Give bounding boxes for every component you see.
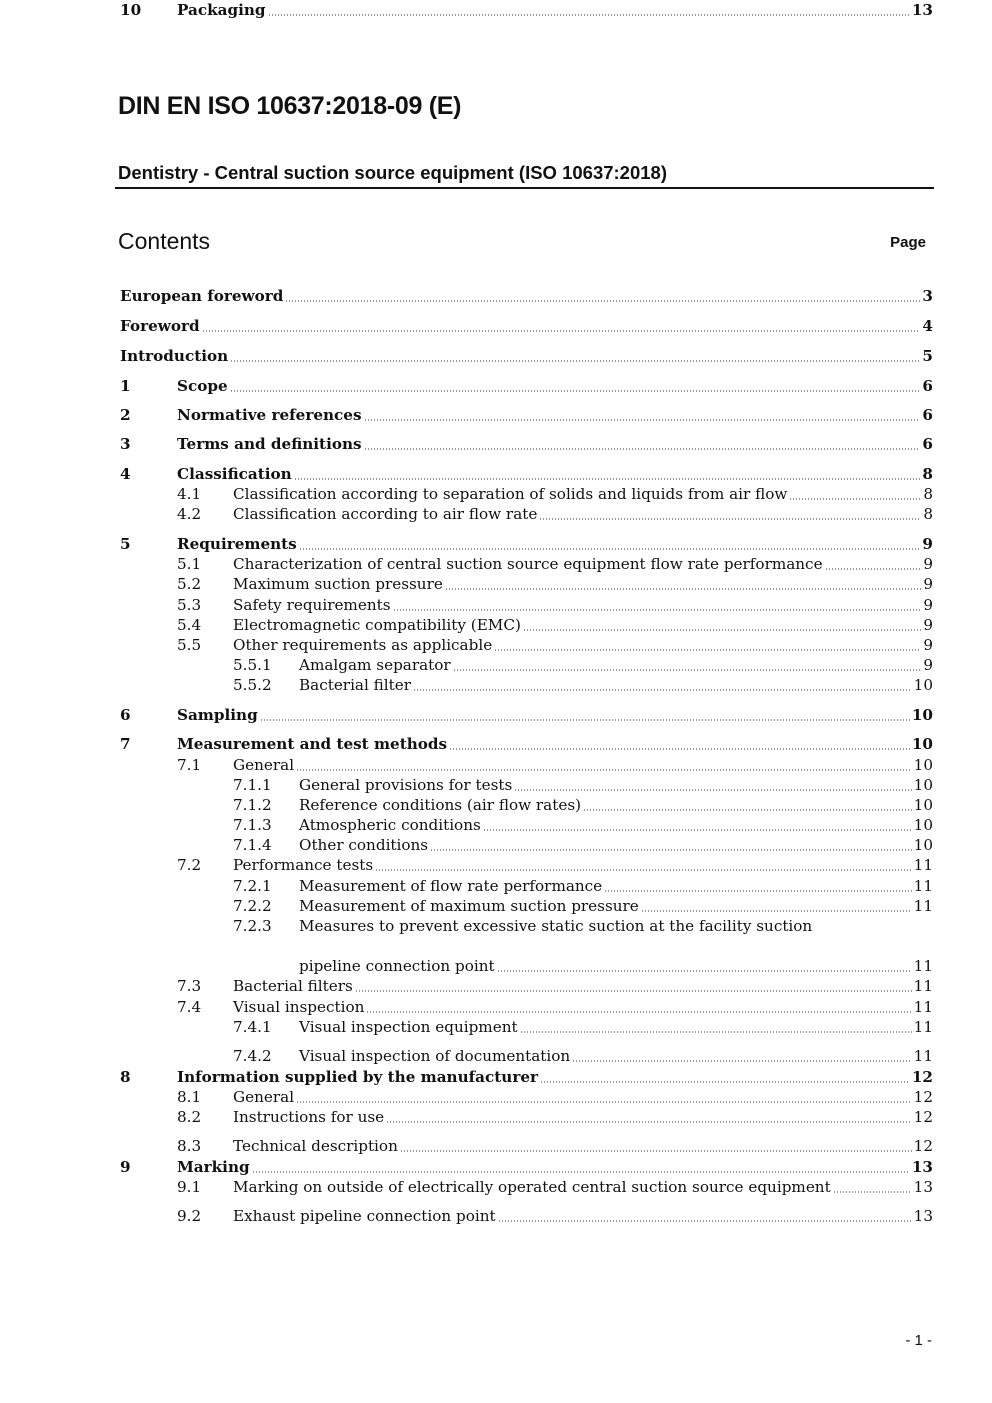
toc-entry-page: 11: [913, 977, 933, 995]
toc-entry-title: Packaging: [177, 1, 266, 19]
toc-entry-title: Instructions for use: [233, 1108, 385, 1126]
toc-entry-page: 10: [913, 796, 933, 814]
toc-entry-title: Atmospheric conditions: [299, 816, 481, 834]
toc-entry-page: 9: [923, 596, 933, 614]
leader-dots: [540, 1081, 910, 1083]
toc-entry-number: 5.4: [177, 616, 202, 634]
toc-entry[interactable]: [233, 1087, 933, 1109]
toc-entry-page: 11: [913, 897, 933, 915]
leader-dots: [400, 1150, 912, 1152]
toc-entry-page: 11: [913, 1018, 933, 1036]
toc-entry[interactable]: [177, 1067, 933, 1089]
toc-entry[interactable]: [120, 286, 933, 308]
toc-entry-number: 8.3: [177, 1137, 202, 1155]
leader-dots: [572, 1060, 911, 1062]
leader-dots: [355, 990, 912, 992]
toc-entry-page: 13: [913, 1207, 933, 1225]
toc-entry-page: 11: [913, 957, 933, 975]
toc-entry-page: 11: [913, 856, 933, 874]
toc-entry-title: Classification: [177, 465, 292, 483]
toc-entry-title: General: [233, 756, 295, 774]
toc-entry-page: 10: [913, 756, 933, 774]
toc-entry-title: Requirements: [177, 535, 297, 553]
toc-entry-title: Bacterial filter: [299, 676, 412, 694]
toc-entry-number: 1: [120, 377, 131, 395]
contents-heading: Contents: [118, 228, 211, 254]
toc-entry-number: 5.5: [177, 636, 202, 654]
leader-dots: [393, 609, 922, 611]
toc-entry-page: 13: [911, 1, 933, 19]
toc-entry[interactable]: [233, 635, 933, 657]
toc-entry[interactable]: [177, 1157, 933, 1179]
toc-entry-title: Introduction: [120, 347, 229, 365]
toc-entry-page: 3: [922, 287, 933, 305]
toc-entry-number: 5.3: [177, 596, 202, 614]
toc-entry[interactable]: [233, 615, 933, 637]
toc-entry[interactable]: [299, 1046, 933, 1068]
leader-dots: [641, 910, 912, 912]
leader-dots: [260, 719, 910, 721]
page-number-footer: - 1 -: [905, 1332, 932, 1349]
toc-entry-page: 11: [913, 877, 933, 895]
leader-dots: [494, 649, 921, 651]
leader-dots: [430, 849, 912, 851]
leader-dots: [453, 669, 922, 671]
toc-entry-number: 8.2: [177, 1108, 202, 1126]
toc-entry-title: Electromagnetic compatibility (EMC): [233, 616, 521, 634]
toc-entry-page: 9: [923, 636, 933, 654]
leader-dots: [366, 1011, 911, 1013]
toc-entry[interactable]: [299, 876, 933, 898]
toc-entry-title-line[interactable]: Measures to prevent excessive static suction at the facility suction: [299, 917, 813, 935]
toc-entry-number: 10: [120, 1, 142, 19]
toc-entry-page: 10: [913, 776, 933, 794]
toc-entry[interactable]: [233, 504, 933, 526]
toc-entry-page: 9: [922, 535, 933, 553]
toc-entry[interactable]: [233, 1206, 933, 1228]
toc-entry[interactable]: [299, 835, 933, 857]
toc-entry-number: 7.1.4: [233, 836, 272, 854]
toc-entry-page: 5: [922, 347, 933, 365]
leader-dots: [539, 518, 921, 520]
toc-entry-title: Visual inspection equipment: [299, 1018, 518, 1036]
toc-entry-number: 5.5.2: [233, 676, 272, 694]
toc-entry[interactable]: [233, 855, 933, 877]
toc-entry-page: 4: [922, 317, 933, 335]
leader-dots: [413, 689, 912, 691]
toc-entry-page: 11: [913, 1047, 933, 1065]
toc-entry-title: Scope: [177, 377, 228, 395]
toc-entry-page: 12: [911, 1068, 933, 1086]
toc-entry-number: 7.1.3: [233, 816, 272, 834]
toc-entry-title: General: [233, 1088, 295, 1106]
toc-entry[interactable]: [177, 734, 933, 756]
leader-dots: [364, 448, 921, 450]
toc-entry-number: 3: [120, 435, 131, 453]
toc-entry-title: Information supplied by the manufacturer: [177, 1068, 538, 1086]
toc-entry[interactable]: [233, 1107, 933, 1129]
leader-dots: [449, 748, 910, 750]
toc-entry-number: 7.1.2: [233, 796, 272, 814]
leader-dots: [268, 14, 910, 16]
toc-entry[interactable]: [299, 675, 933, 697]
toc-entry-page: 11: [913, 998, 933, 1016]
toc-entry-title: Classification according to separation of solids and liquids from air flow: [233, 485, 788, 503]
toc-entry-number: 5.2: [177, 575, 202, 593]
toc-entry[interactable]: [299, 815, 933, 837]
toc-entry-title: Measurement and test methods: [177, 735, 448, 753]
page-column-label: Page: [890, 234, 926, 251]
toc-entry-number: 5.5.1: [233, 656, 272, 674]
toc-entry-title: Measurement of flow rate performance: [299, 877, 603, 895]
toc-entry[interactable]: [299, 1017, 933, 1039]
toc-entry-number: 7.1: [177, 756, 202, 774]
toc-entry-title: Other conditions: [299, 836, 429, 854]
toc-entry-title: Normative references: [177, 406, 362, 424]
toc-entry-title: Exhaust pipeline connection point: [233, 1207, 496, 1225]
toc-entry-title: Visual inspection of documentation: [299, 1047, 571, 1065]
toc-entry-number: 6: [120, 706, 131, 724]
toc-entry-title: Visual inspection: [233, 998, 365, 1016]
toc-entry[interactable]: [233, 595, 933, 617]
toc-entry-page: 6: [922, 435, 933, 453]
toc-entry-number: 4.1: [177, 485, 202, 503]
toc-entry-number: 7.2.3: [233, 917, 272, 935]
toc-entry-number: 9.1: [177, 1178, 202, 1196]
toc-entry[interactable]: [233, 484, 933, 506]
toc-entry[interactable]: [177, 0, 933, 22]
leader-dots: [202, 330, 921, 332]
toc-entry-title: Classification according to air flow rate: [233, 505, 538, 523]
toc-entry-number: 7.2.2: [233, 897, 272, 915]
toc-entry[interactable]: [177, 376, 933, 398]
toc-entry[interactable]: [120, 316, 933, 338]
toc-entry-title: pipeline connection point: [299, 957, 495, 975]
toc-entry-number: 5.1: [177, 555, 202, 573]
leader-dots: [285, 300, 920, 302]
toc-entry[interactable]: [233, 755, 933, 777]
toc-entry-page: 8: [922, 465, 933, 483]
toc-entry-page: 8: [923, 485, 933, 503]
toc-entry-number: 5: [120, 535, 131, 553]
toc-entry-title: Sampling: [177, 706, 258, 724]
toc-entry[interactable]: [120, 346, 933, 368]
toc-entry[interactable]: [233, 997, 933, 1019]
leader-dots: [252, 1171, 910, 1173]
toc-entry-page: 10: [913, 676, 933, 694]
toc-entry-page: 9: [923, 575, 933, 593]
toc-entry-page: 8: [923, 505, 933, 523]
toc-entry-title: Reference conditions (air flow rates): [299, 796, 582, 814]
toc-entry[interactable]: [233, 1136, 933, 1158]
toc-entry-page: 12: [913, 1137, 933, 1155]
toc-entry-page: 9: [923, 656, 933, 674]
toc-entry-page: 10: [913, 836, 933, 854]
leader-dots: [375, 869, 912, 871]
toc-entry-page: 12: [913, 1108, 933, 1126]
toc-entry-number: 7.4.1: [233, 1018, 272, 1036]
toc-entry[interactable]: [177, 705, 933, 727]
toc-entry[interactable]: [299, 896, 933, 918]
leader-dots: [497, 970, 912, 972]
leader-dots: [789, 498, 921, 500]
toc-entry-page: 13: [911, 1158, 933, 1176]
toc-entry-number: 7.2.1: [233, 877, 272, 895]
toc-entry-number: 7: [120, 735, 131, 753]
toc-entry[interactable]: [177, 405, 933, 427]
toc-entry-number: 9: [120, 1158, 131, 1176]
leader-dots: [296, 1101, 912, 1103]
leader-dots: [498, 1220, 912, 1222]
toc-entry[interactable]: [299, 795, 933, 817]
toc-entry[interactable]: [233, 976, 933, 998]
leader-dots: [833, 1191, 912, 1193]
leader-dots: [604, 890, 912, 892]
toc-entry[interactable]: [233, 554, 933, 576]
toc-entry-number: 7.3: [177, 977, 202, 995]
toc-entry-number: 9.2: [177, 1207, 202, 1225]
toc-entry-page: 6: [922, 377, 933, 395]
toc-entry-title: European foreword: [120, 287, 284, 305]
toc-entry-page: 10: [911, 706, 933, 724]
toc-entry-page: 12: [913, 1088, 933, 1106]
toc-entry-page: 10: [911, 735, 933, 753]
toc-entry[interactable]: [177, 434, 933, 456]
toc-entry[interactable]: [299, 655, 933, 677]
toc-entry-number: 2: [120, 406, 131, 424]
toc-entry[interactable]: [299, 956, 933, 978]
leader-dots: [514, 789, 911, 791]
toc-entry-number: 4.2: [177, 505, 202, 523]
toc-entry-number: 7.2: [177, 856, 202, 874]
leader-dots: [520, 1031, 912, 1033]
toc-entry-number: 8: [120, 1068, 131, 1086]
leader-dots: [583, 809, 912, 811]
toc-entry-page: 6: [922, 406, 933, 424]
document-id: DIN EN ISO 10637:2018-09 (E): [118, 92, 462, 120]
leader-dots: [825, 568, 922, 570]
leader-dots: [523, 629, 921, 631]
toc-entry-page: 10: [913, 816, 933, 834]
toc-entry-title: General provisions for tests: [299, 776, 513, 794]
toc-entry-page: 13: [913, 1178, 933, 1196]
toc-entry-page: 9: [923, 555, 933, 573]
leader-dots: [299, 548, 921, 550]
toc-entry-title: Foreword: [120, 317, 200, 335]
leader-dots: [364, 419, 921, 421]
leader-dots: [294, 478, 921, 480]
toc-entry-number: 7.4: [177, 998, 202, 1016]
toc-entry-title: Characterization of central suction source equipment flow rate performance: [233, 555, 823, 573]
toc-entry-title: Performance tests: [233, 856, 374, 874]
leader-dots: [296, 769, 912, 771]
toc-entry[interactable]: [299, 775, 933, 797]
toc-entry[interactable]: [177, 534, 933, 556]
leader-dots: [483, 829, 912, 831]
toc-entry-title: Maximum suction pressure: [233, 575, 443, 593]
toc-entry-title: Safety requirements: [233, 596, 391, 614]
toc-entry-title: Other requirements as applicable: [233, 636, 493, 654]
leader-dots: [230, 360, 920, 362]
toc-entry-number: 7.1.1: [233, 776, 272, 794]
leader-dots: [230, 390, 921, 392]
toc-entry-title: Bacterial filters: [233, 977, 353, 995]
toc-entry-page: 9: [923, 616, 933, 634]
leader-dots: [445, 588, 922, 590]
leader-dots: [386, 1121, 912, 1123]
toc-entry[interactable]: [233, 1177, 933, 1199]
toc-entry-title: Technical description: [233, 1137, 398, 1155]
toc-entry-title: Terms and definitions: [177, 435, 362, 453]
toc-entry[interactable]: [177, 464, 933, 486]
toc-entry-number: 8.1: [177, 1088, 202, 1106]
toc-entry-title: Marking: [177, 1158, 250, 1176]
toc-entry-number: 7.4.2: [233, 1047, 272, 1065]
toc-entry[interactable]: [233, 574, 933, 596]
toc-entry-title: Marking on outside of electrically operated central suction source equipment: [233, 1178, 831, 1196]
document-subtitle: Dentistry - Central suction source equipment (ISO 10637:2018): [118, 162, 667, 183]
toc-entry-title: Amalgam separator: [299, 656, 451, 674]
toc-entry-title: Measurement of maximum suction pressure: [299, 897, 639, 915]
toc-entry-number: 4: [120, 465, 131, 483]
